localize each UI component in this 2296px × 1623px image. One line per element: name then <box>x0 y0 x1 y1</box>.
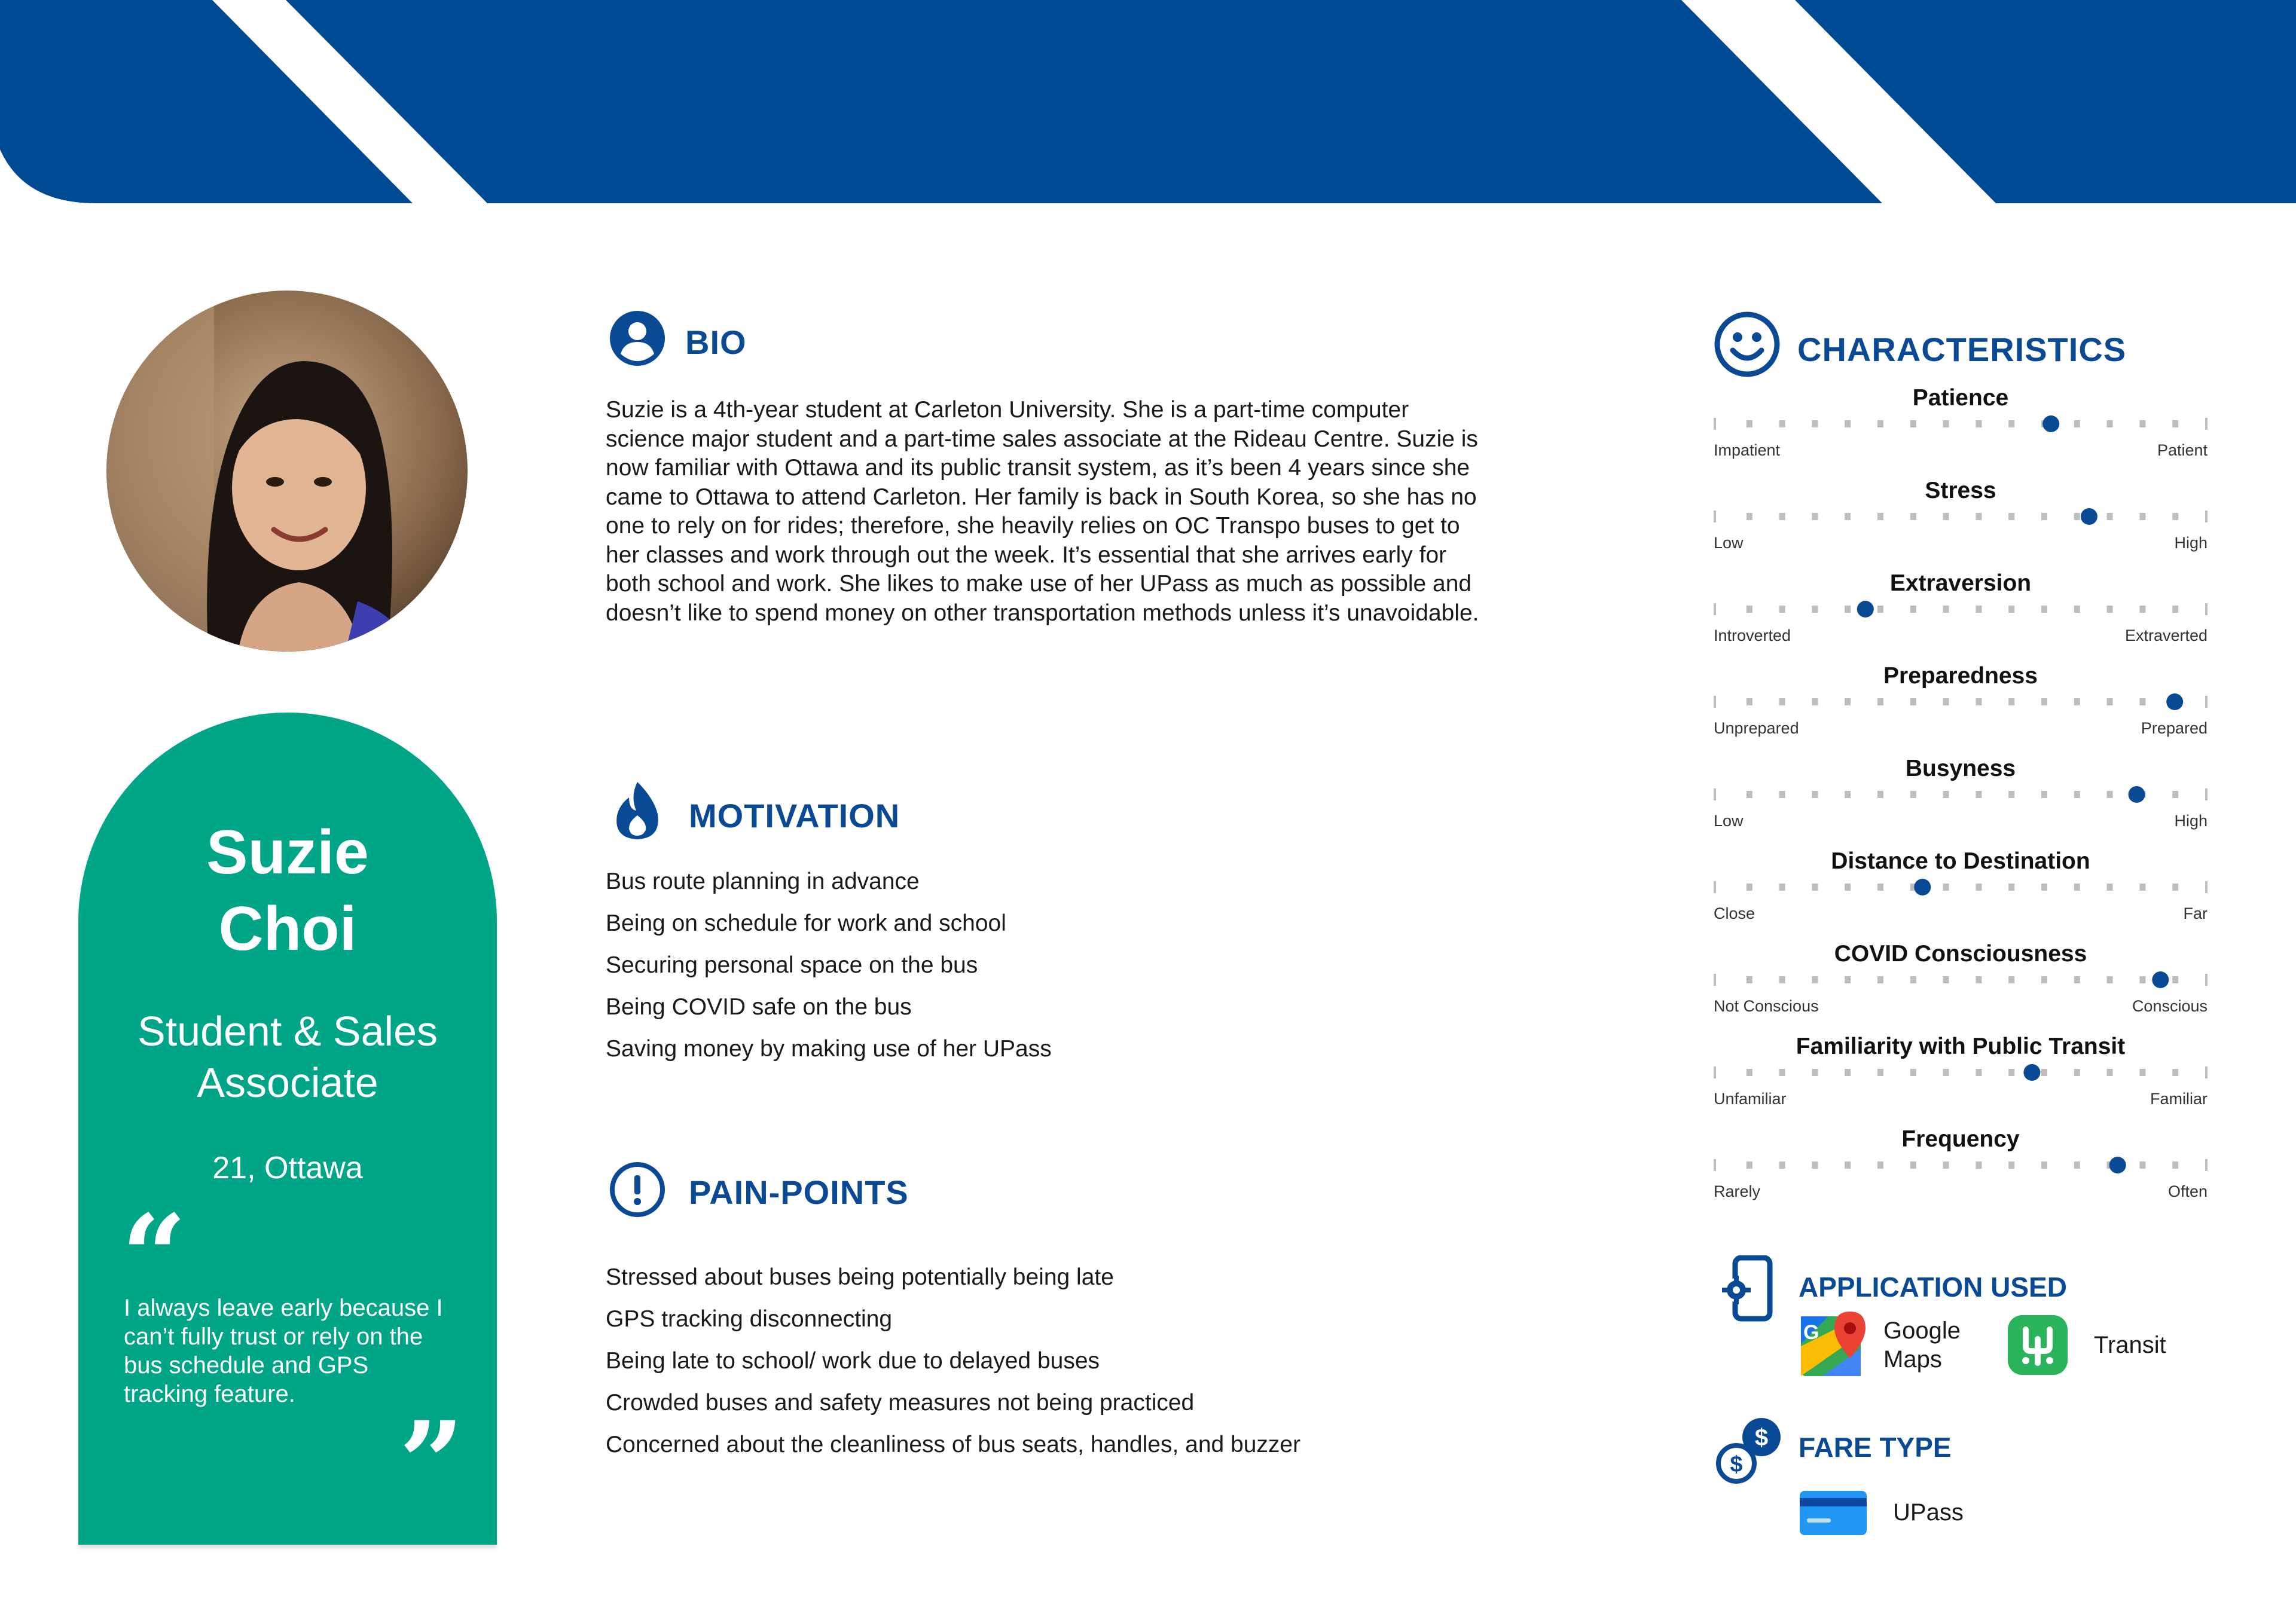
role-line-1: Student & Sales <box>138 1008 438 1055</box>
slider-tick <box>2107 606 2113 613</box>
slider-tick <box>2107 420 2113 427</box>
slider-tick <box>1845 698 1851 705</box>
slider-tick <box>2172 513 2178 520</box>
slider-tick <box>1910 791 1916 798</box>
slider-track <box>1714 1063 2208 1081</box>
motivation-list <box>606 861 1052 1070</box>
slider-tick <box>1779 976 1785 983</box>
slider-tick <box>2205 788 2208 800</box>
slider-min-label: Close <box>1714 904 1755 922</box>
slider-knob <box>1857 601 1874 618</box>
alert-icon <box>609 1161 666 1218</box>
slider-track <box>1714 600 2208 618</box>
slider-tick <box>2074 1069 2080 1076</box>
slider-tick <box>2008 606 2014 613</box>
slider-tick <box>1747 1162 1752 1169</box>
slider-tick <box>2172 884 2178 891</box>
list-item: Being COVID safe on the bus <box>606 994 912 1020</box>
slider-tick <box>2008 884 2014 891</box>
slider-tick <box>1812 606 1818 613</box>
slider-tick <box>1976 420 1981 427</box>
svg-text:G: G <box>1803 1321 1819 1344</box>
slider-tick <box>1845 1162 1851 1169</box>
slider-tick <box>1812 976 1818 983</box>
slider-knob <box>2081 508 2097 525</box>
slider-min-label: Low <box>1714 534 1744 552</box>
slider-tick <box>2107 884 2113 891</box>
close-quote-icon: ” <box>399 1396 465 1530</box>
slider-tick <box>1714 788 1716 800</box>
list-item: Bus route planning in advance <box>606 869 920 894</box>
slider-tick <box>2041 976 2047 983</box>
characteristic-label: Patience <box>1912 385 2009 411</box>
list-item: Concerned about the cleanliness of bus seats, handles, and buzzer <box>606 1432 1301 1457</box>
persona-card <box>78 713 497 1545</box>
slider-tick <box>1812 698 1818 705</box>
list-item: GPS tracking disconnecting <box>606 1306 893 1332</box>
slider-tick <box>2008 513 2014 520</box>
slider-tick <box>1943 976 1949 983</box>
slider-tick <box>1779 791 1785 798</box>
slider-tick <box>1747 606 1752 613</box>
characteristic-slider <box>1714 1126 2208 1210</box>
characteristic-slider <box>1714 385 2208 469</box>
list-item: Saving money by making use of her UPass <box>606 1036 1052 1062</box>
role-line-2: Associate <box>197 1059 378 1106</box>
slider-tick <box>1943 791 1949 798</box>
pain-points-title: PAIN-POINTS <box>689 1173 909 1211</box>
slider-tick <box>1779 513 1785 520</box>
slider-track <box>1714 785 2208 803</box>
list-item: Being late to school/ work due to delayed buses <box>606 1348 1100 1374</box>
slider-max-label: Patient <box>2157 441 2208 459</box>
slider-tick <box>1714 511 1716 522</box>
slider-tick <box>2172 791 2178 798</box>
slider-tick <box>1943 420 1949 427</box>
slider-min-label: Unprepared <box>1714 719 1799 737</box>
slider-tick <box>1747 791 1752 798</box>
slider-tick <box>2008 698 2014 705</box>
slider-tick <box>1812 884 1818 891</box>
characteristic-slider <box>1714 848 2208 932</box>
slider-knob <box>1914 879 1931 895</box>
slider-track <box>1714 693 2208 711</box>
slider-tick <box>1943 1069 1949 1076</box>
slider-tick <box>1779 1162 1785 1169</box>
slider-min-label: Impatient <box>1714 441 1781 459</box>
slider-tick <box>1943 513 1949 520</box>
slider-tick <box>1943 606 1949 613</box>
slider-tick <box>1910 976 1916 983</box>
slider-max-label: High <box>2174 534 2208 552</box>
slider-tick <box>2205 511 2208 522</box>
slider-tick <box>2107 791 2113 798</box>
slider-tick <box>1845 791 1851 798</box>
slider-track <box>1714 508 2208 525</box>
transit-app-icon <box>2008 1315 2068 1375</box>
slider-tick <box>2139 698 2145 705</box>
persona-name <box>78 814 497 967</box>
slider-tick <box>1910 698 1916 705</box>
slider-min-label: Rarely <box>1714 1182 1761 1200</box>
fare-upass: UPass <box>1893 1499 1964 1526</box>
slider-tick <box>2172 1162 2178 1169</box>
characteristic-label: Distance to Destination <box>1831 848 2090 874</box>
slider-max-label: Prepared <box>2141 719 2208 737</box>
slider-tick <box>1943 1162 1949 1169</box>
characteristic-label: Extraversion <box>1889 570 2032 596</box>
slider-tick <box>2205 696 2208 708</box>
characteristic-label: Preparedness <box>1883 663 2038 689</box>
phone-settings-icon <box>1718 1255 1775 1322</box>
slider-tick <box>1845 513 1851 520</box>
slider-tick <box>1943 698 1949 705</box>
applications-title: APPLICATION USED <box>1799 1271 2067 1303</box>
slider-tick <box>1976 884 1981 891</box>
app-google-maps <box>1883 1316 1961 1374</box>
slider-knob <box>2129 786 2145 803</box>
slider-tick <box>2205 1066 2208 1078</box>
characteristic-slider <box>1714 1034 2208 1117</box>
slider-tick <box>1779 420 1785 427</box>
slider-tick <box>2172 606 2178 613</box>
characteristic-slider <box>1714 570 2208 654</box>
slider-tick <box>1910 513 1916 520</box>
slider-tick <box>2041 791 2047 798</box>
slider-knob <box>2042 415 2059 432</box>
slider-tick <box>1747 884 1752 891</box>
slider-min-label: Not Conscious <box>1714 997 1819 1015</box>
app-name-line-2: Maps <box>1883 1346 1942 1373</box>
slider-tick <box>1877 420 1883 427</box>
list-item: Stressed about buses being potentially being late <box>606 1264 1114 1290</box>
slider-tick <box>2205 418 2208 430</box>
app-transit: Transit <box>2094 1332 2166 1358</box>
slider-tick <box>2107 513 2113 520</box>
slider-tick <box>2008 791 2014 798</box>
slider-min-label: Low <box>1714 812 1744 830</box>
slider-knob <box>2152 971 2169 988</box>
slider-tick <box>1943 884 1949 891</box>
slider-tick <box>1747 698 1752 705</box>
slider-tick <box>1747 420 1752 427</box>
slider-tick <box>2074 698 2080 705</box>
fare-coins-icon <box>1714 1414 1785 1486</box>
slider-tick <box>2041 884 2047 891</box>
slider-tick <box>1976 698 1981 705</box>
slider-tick <box>1779 698 1785 705</box>
slider-tick <box>2107 976 2113 983</box>
slider-tick <box>2041 606 2047 613</box>
slider-tick <box>1910 1162 1916 1169</box>
slider-tick <box>1812 1162 1818 1169</box>
persona-role <box>78 1005 497 1108</box>
slider-tick <box>1812 1069 1818 1076</box>
bio-text: Suzie is a 4th-year student at Carleton University. She is a part-time computer science major student and a part-time sales associate at the Rideau Centre. Suzie is now familiar with Ottawa and its public transit system, as it’s been 4 years since she came to Ottawa to attend Carleton. Her family is back in South Korea, so she has no one to rely on for rides; therefore, she heavily relies on OC Transpo buses to get to her classes and work through out the week. It’s essential that she arrives early for both school and work. She likes to make use of her UPass as much as possible and doesn’t like to spend money on other transportation methods unless it’s unavoidable. <box>606 397 1479 626</box>
header-banner <box>0 0 2296 203</box>
user-icon <box>609 310 666 367</box>
slider-tick <box>1714 418 1716 430</box>
svg-text:$: $ <box>1754 1425 1769 1451</box>
flame-icon <box>612 781 662 840</box>
slider-tick <box>1976 606 1981 613</box>
slider-max-label: Far <box>2183 904 2208 922</box>
first-name: Suzie <box>206 818 369 887</box>
motivation-title: MOTIVATION <box>689 797 900 835</box>
slider-tick <box>1747 513 1752 520</box>
slider-tick <box>1779 1069 1785 1076</box>
avatar <box>106 291 468 652</box>
slider-tick <box>1845 884 1851 891</box>
slider-tick <box>1877 976 1883 983</box>
slider-tick <box>2074 791 2080 798</box>
slider-tick <box>1747 976 1752 983</box>
slider-tick <box>1910 606 1916 613</box>
slider-tick <box>1714 696 1716 708</box>
slider-tick <box>1812 791 1818 798</box>
slider-max-label: Familiar <box>2150 1090 2208 1108</box>
slider-min-label: Unfamiliar <box>1714 1090 1787 1108</box>
pain-points-list <box>606 1257 1300 1466</box>
characteristic-slider <box>1714 756 2208 839</box>
slider-tick <box>2172 1069 2178 1076</box>
slider-tick <box>1845 976 1851 983</box>
slider-tick <box>1812 513 1818 520</box>
slider-tick <box>2008 420 2014 427</box>
slider-track <box>1714 878 2208 896</box>
characteristic-label: Busyness <box>1905 756 2016 781</box>
slider-tick <box>2041 698 2047 705</box>
slider-tick <box>2139 513 2145 520</box>
slider-tick <box>1976 976 1981 983</box>
slider-tick <box>2074 884 2080 891</box>
age-location: 21, Ottawa <box>212 1151 363 1185</box>
slider-tick <box>2074 513 2080 520</box>
fare-title: FARE TYPE <box>1799 1432 1952 1463</box>
slider-tick <box>1877 1069 1883 1076</box>
characteristic-label: COVID Consciousness <box>1834 941 2087 967</box>
google-maps-icon <box>1799 1310 1868 1380</box>
bio-title: BIO <box>685 323 747 361</box>
slider-tick <box>2172 976 2178 983</box>
slider-tick <box>2205 881 2208 893</box>
slider-tick <box>1877 791 1883 798</box>
slider-tick <box>2008 976 2014 983</box>
slider-tick <box>2139 606 2145 613</box>
slider-tick <box>2172 420 2178 427</box>
slider-tick <box>1714 1066 1716 1078</box>
slider-max-label: Conscious <box>2132 997 2208 1015</box>
slider-tick <box>1747 1069 1752 1076</box>
slider-tick <box>1714 974 1716 986</box>
slider-tick <box>1877 606 1883 613</box>
slider-tick <box>1714 881 1716 893</box>
list-item: Being on schedule for work and school <box>606 910 1006 936</box>
slider-tick <box>2107 698 2113 705</box>
slider-tick <box>2008 1162 2014 1169</box>
slider-tick <box>2041 1069 2047 1076</box>
slider-tick <box>2074 1162 2080 1169</box>
slider-tick <box>1976 791 1981 798</box>
last-name: Choi <box>218 894 357 964</box>
characteristic-slider <box>1714 478 2208 561</box>
slider-tick <box>2139 1069 2145 1076</box>
slider-tick <box>1714 603 1716 615</box>
slider-tick <box>1976 513 1981 520</box>
slider-tick <box>1910 1069 1916 1076</box>
slider-tick <box>1976 1162 1981 1169</box>
list-item: Crowded buses and safety measures not being practiced <box>606 1390 1195 1416</box>
slider-tick <box>2205 603 2208 615</box>
slider-tick <box>1845 606 1851 613</box>
slider-tick <box>1845 1069 1851 1076</box>
slider-tick <box>2074 976 2080 983</box>
slider-tick <box>1779 884 1785 891</box>
list-item: Securing personal space on the bus <box>606 952 978 978</box>
characteristic-label: Stress <box>1925 478 1996 503</box>
slider-tick <box>2041 1162 2047 1169</box>
characteristic-slider <box>1714 941 2208 1025</box>
characteristic-label: Familiarity with Public Transit <box>1796 1034 2126 1059</box>
slider-max-label: Extraverted <box>2124 626 2208 644</box>
slider-tick <box>1779 606 1785 613</box>
slider-tick <box>2041 513 2047 520</box>
slider-min-label: Introverted <box>1714 626 1791 644</box>
slider-track <box>1714 1156 2208 1174</box>
slider-tick <box>2205 974 2208 986</box>
slider-knob <box>2023 1064 2040 1081</box>
app-name-line-1: Google <box>1883 1318 1961 1344</box>
characteristics-title: CHARACTERISTICS <box>1797 331 2127 368</box>
open-quote-icon: “ <box>121 1190 187 1323</box>
slider-max-label: Often <box>2167 1182 2208 1200</box>
persona-quote: I always leave early because I can’t fully trust or rely on the bus schedule and GPS tracking feature. <box>124 1295 443 1407</box>
characteristic-slider <box>1714 663 2208 747</box>
slider-tick <box>2139 884 2145 891</box>
slider-tick <box>2139 1162 2145 1169</box>
slider-tick <box>1877 1162 1883 1169</box>
slider-tick <box>2074 420 2080 427</box>
slider-max-label: High <box>2174 812 2208 830</box>
slider-track <box>1714 415 2208 433</box>
slider-tick <box>2139 420 2145 427</box>
credit-card-icon <box>1800 1491 1867 1535</box>
slider-tick <box>2205 1159 2208 1171</box>
slider-tick <box>1910 420 1916 427</box>
slider-tick <box>1714 1159 1716 1171</box>
slider-tick <box>2074 606 2080 613</box>
slider-knob <box>2109 1157 2126 1173</box>
slider-tick <box>2008 1069 2014 1076</box>
svg-text:$: $ <box>1730 1452 1743 1477</box>
slider-tick <box>2139 976 2145 983</box>
slider-tick <box>2107 1069 2113 1076</box>
slider-tick <box>1812 420 1818 427</box>
slider-knob <box>2166 693 2183 710</box>
slider-tick <box>1877 884 1883 891</box>
slider-tick <box>1845 420 1851 427</box>
characteristic-label: Frequency <box>1901 1126 2020 1152</box>
slider-tick <box>1976 1069 1981 1076</box>
slider-track <box>1714 971 2208 989</box>
slider-tick <box>1877 513 1883 520</box>
slider-tick <box>1877 698 1883 705</box>
smiley-icon <box>1714 311 1781 378</box>
